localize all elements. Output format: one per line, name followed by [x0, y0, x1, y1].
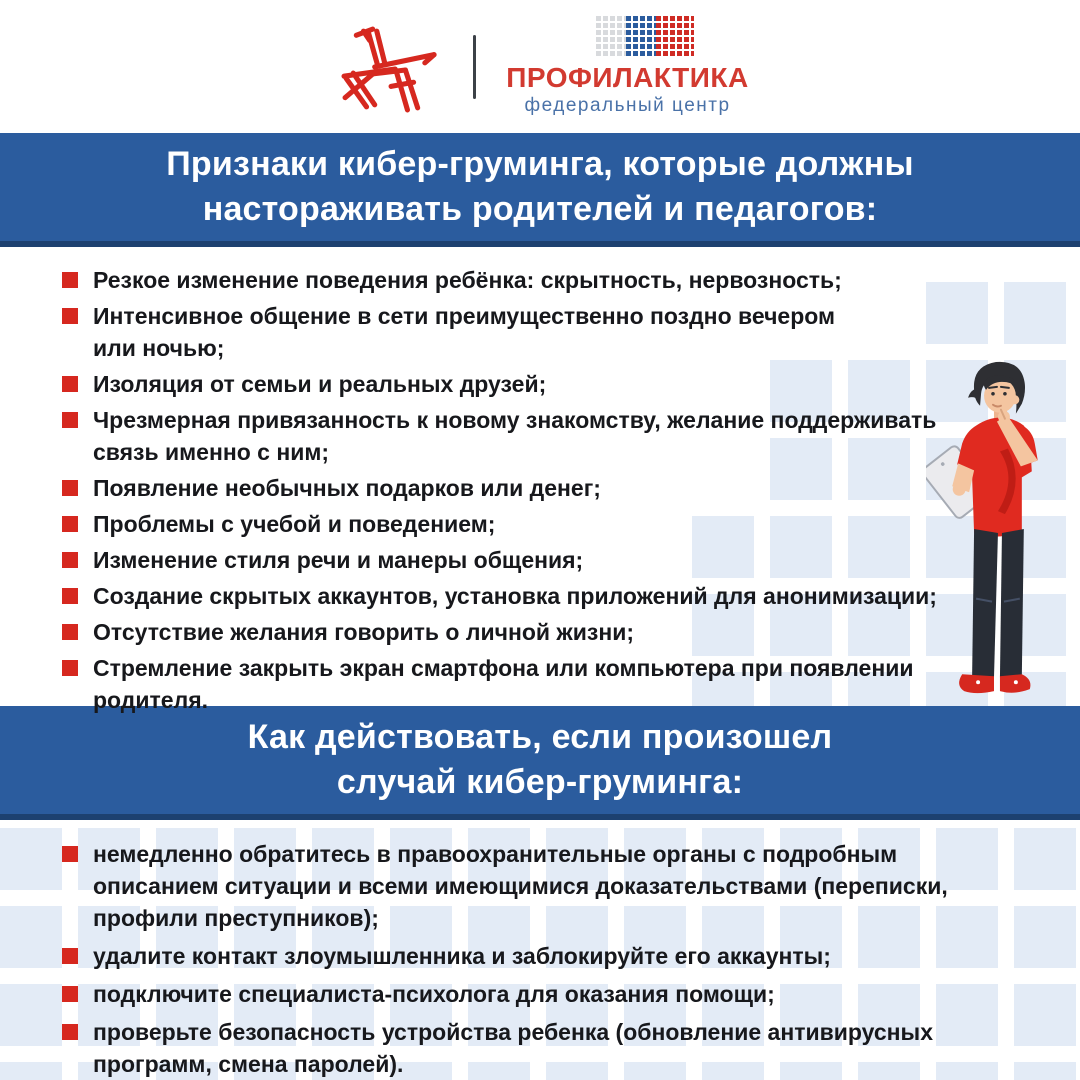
list-item-line: Создание скрытых аккаунтов, установка приложений для анонимизации; [93, 583, 937, 609]
warning-signs-list [62, 264, 992, 716]
pixel-grid-gray [596, 16, 626, 58]
list-item-line: Чрезмерная привязанность к новому знакомству, желание поддерживать [93, 407, 937, 433]
list-item-line: Проблемы с учебой и поведением; [93, 511, 496, 537]
list-item-line: описанием ситуации и всеми имеющимися доказательствами (переписки, [93, 873, 948, 899]
brand-block [506, 16, 748, 118]
header [0, 0, 1080, 133]
list-item-line: Отсутствие желания говорить о личной жизни; [93, 619, 635, 645]
pixel-grid-blue [626, 16, 656, 58]
brand-name: ПРОФИЛАКТИКА [506, 61, 749, 93]
list-item [62, 978, 1012, 1010]
list-item-line: программ, смена паролей). [93, 1051, 404, 1077]
section2-banner [0, 706, 1080, 820]
section2-title-line: Как действовать, если произошел [247, 717, 833, 756]
section1-banner [0, 133, 1080, 247]
list-item [62, 616, 992, 648]
thinking-man-illustration [926, 360, 1058, 716]
list-item-line: родителя. [93, 687, 209, 713]
section2-title [248, 715, 833, 805]
section1-title-line: настораживать родителей и педагогов: [202, 190, 878, 228]
list-item [62, 472, 992, 504]
list-item [62, 300, 992, 364]
list-item [62, 508, 992, 540]
list-item-line: Резкое изменение поведения ребёнка: скрытность, нервозность; [93, 267, 842, 293]
list-item-line: подключите специалиста-психолога для оказания помощи; [93, 981, 775, 1007]
list-item [62, 838, 1012, 934]
brand-horse-logo-icon [331, 24, 443, 114]
list-item-line: Стремление закрыть экран смартфона или компьютера при появлении [93, 655, 914, 681]
list-item-line: Изменение стиля речи и манеры общения; [93, 547, 584, 573]
list-item-line: удалите контакт злоумышленника и заблокируйте его аккаунты; [93, 943, 831, 969]
list-item [62, 580, 992, 612]
list-item [62, 1016, 1012, 1080]
list-item [62, 264, 992, 296]
list-item [62, 368, 992, 400]
list-item-line: Изоляция от семьи и реальных друзей; [93, 371, 547, 397]
brand-subtitle: федеральный центр [524, 95, 731, 117]
section2-title-line: случай кибер-груминга: [336, 763, 744, 801]
list-item [62, 652, 992, 716]
section1-title [166, 142, 913, 232]
header-divider [473, 35, 476, 99]
list-item-line: связь именно с ним; [93, 439, 330, 465]
list-item-line: Интенсивное общение в сети преимущественно поздно вечером [93, 303, 836, 329]
pixel-grid-red [656, 16, 694, 58]
list-item-line: Появление необычных подарков или денег; [93, 475, 601, 501]
list-item-line: проверьте безопасность устройства ребенка (обновление антивирусных [93, 1019, 933, 1045]
brand-pixel-grid-icon [596, 16, 694, 58]
list-item [62, 404, 992, 468]
actions-list [62, 838, 1012, 1080]
list-item-line: профили преступников); [93, 905, 379, 931]
list-item-line: немедленно обратитесь в правоохранительные органы с подробным [93, 841, 898, 867]
list-item [62, 544, 992, 576]
list-item [62, 940, 1012, 972]
list-item-line: или ночью; [93, 335, 225, 361]
section1-title-line: Признаки кибер-груминга, которые должны [166, 144, 914, 183]
